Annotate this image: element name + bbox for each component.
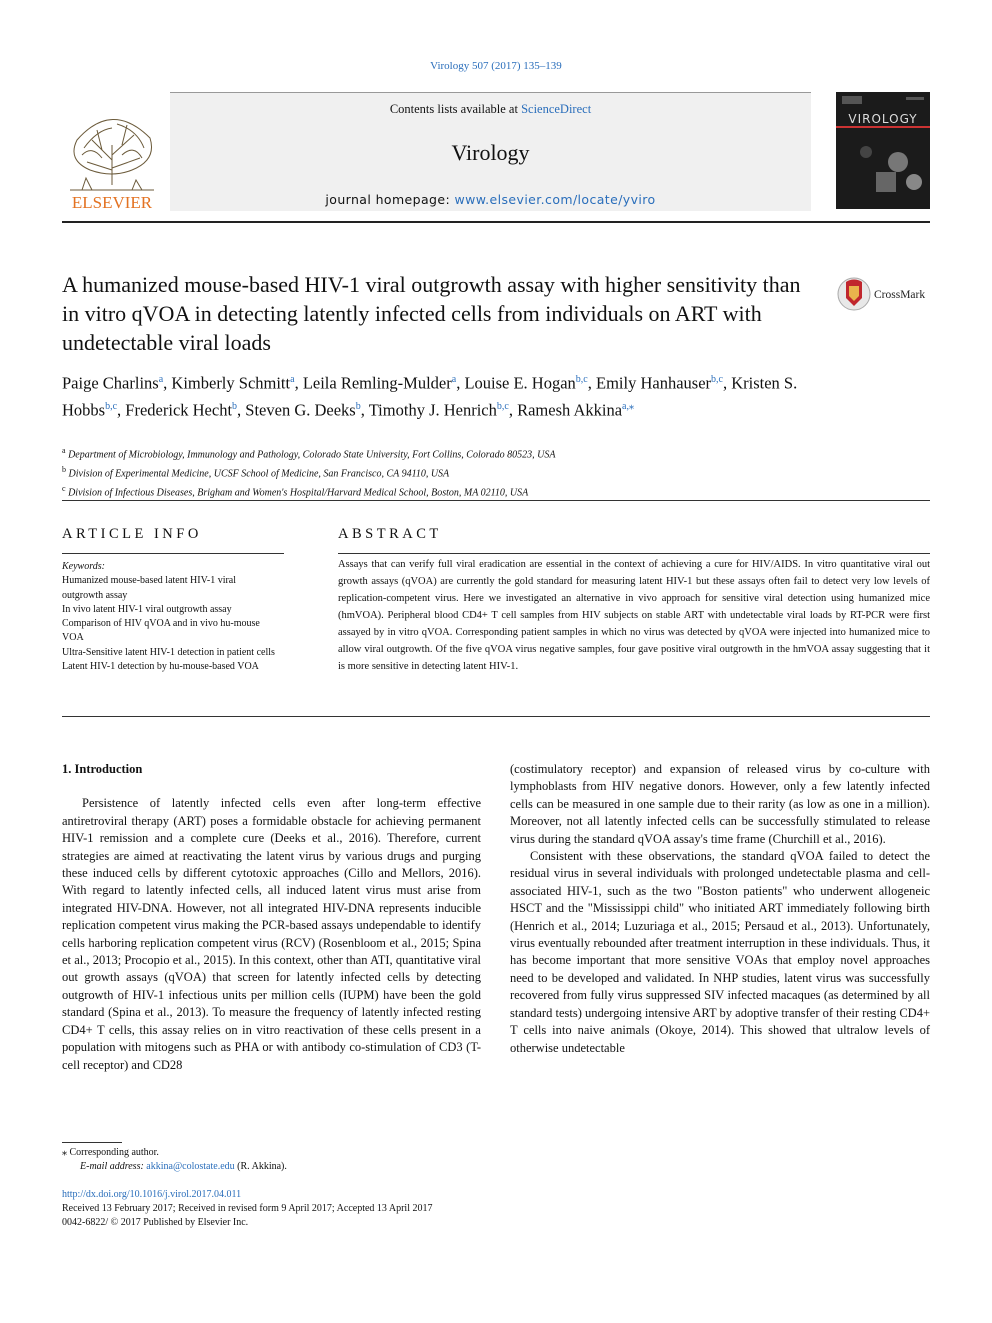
divider xyxy=(62,553,284,554)
author-affiliation-marker[interactable]: b xyxy=(355,400,361,412)
author-name: Steven G. Deeks xyxy=(245,400,356,419)
author-affiliation-marker[interactable]: b,c xyxy=(496,400,509,412)
elsevier-logo xyxy=(62,100,162,212)
corresponding-note: ⁎ Corresponding author. xyxy=(62,1147,159,1158)
author-affiliation-marker[interactable]: a xyxy=(290,374,295,385)
journal-cover-thumbnail[interactable] xyxy=(836,92,930,209)
author-affiliation-marker[interactable]: b,c xyxy=(711,374,723,385)
paragraph: Consistent with these observations, the standard qVOA failed to detect the residual virus in several individuals with prolonged undetectable plasma and cell-associated HIV-1, such as the two "Boston patients" who underwent allogeneic HSCT and the "Mississippi child" who initiated ART immediately following birth (Henrich et al., 2014; Luzuriaga et al., 2015; Persaud et al., 2013). Unfortunately, virus eventually rebounded after treatment interruption in these individuals. Thus, it has become important that more sensitive VOAs that employ novel approaches need to be developed and validated. In NHP studies, latent virus was successfully recovered from fully virus suppressed SIV infected macaques (as determined by all standard tests) undergoing intensive ART by adoptive transfer of their resting CD4+ T cells into naive animals (Okoye, 2014). This showed that ultralow levels of otherwise undetectable xyxy=(510,849,930,1055)
affiliation-item: $^b$ Division of Experimental Medicine, UCSF School of Medicine, San Francisco, CA 94110, USA xyxy=(62,464,450,480)
sciencedirect-link[interactable]: ScienceDirect xyxy=(521,102,592,116)
crossmark-badge[interactable] xyxy=(836,276,936,312)
keyword-item: Latent HIV-1 detection by hu-mouse-based VOA xyxy=(62,661,259,673)
paragraph: Persistence of latently infected cells even after long-term effective antiretroviral therapy (ART) poses a formidable obstacle for achieving permanent HIV-1 remission and a complete cure (Deeks et al., 2016). Therefore, current strategies are aimed at reactivating the latent virus by various drugs and purging these induced cells by different cytotoxic approaches (Cillo and Mellors, 2016). With regard to latently infected cells, all induced latent virus must arise from integrated HIV-DNA. However, not all integrated HIV-DNA represents inducible replication competent virus making the PCR-based assays undependable to identify cells harboring replication competent virus (RCV) (Rosenbloom et al., 2015; Spina et al., 2013; Procopio et al., 2015). In this context, other than ATI, quantitative viral out growth assays (qVOA) that screen for latently infected cells by detecting outgrowth of HIV-1 infectious units per million cells (IUPM) have been the gold standard (Spina et al., 2013). To measure the frequency of latently infected resting CD4+ T cells, this assay relies on in vitro reactivation of these cells present in a population with mitogens such as PHA or with antibody co-stimulation of CD3 (T-cell receptor) and CD28 xyxy=(62,796,481,1072)
abstract-heading: ABSTRACT xyxy=(338,526,442,542)
paragraph: (costimulatory receptor) and expansion of released virus by co-culture with lymphoblasts from HIV negative donors. However, only a few latently infected cells can be measured in one sample due to their rarity (as low as one in a million). Moreover, not all latently infected cells can be successfully stimulated to release virus during the standard qVOA assay's time frame (Churchill et al., 2016). xyxy=(510,762,930,846)
keywords-label: Keywords: xyxy=(62,561,105,572)
footnote-rule xyxy=(62,1142,122,1143)
contents-prefix: Contents lists available at xyxy=(389,102,522,116)
author-affiliation-marker[interactable]: a xyxy=(158,374,164,385)
affiliation-key: c xyxy=(62,483,66,493)
footnotes xyxy=(62,1146,562,1174)
homepage-prefix: journal homepage: xyxy=(325,192,455,207)
keyword-item: Humanized mouse-based latent HIV-1 viral outgrowth assay xyxy=(62,575,237,601)
section-title: 1. Introduction xyxy=(62,762,143,776)
author-name: Frederick Hecht xyxy=(125,400,233,419)
journal-homepage xyxy=(170,192,811,207)
affiliation-key: b xyxy=(62,464,66,474)
author-list: Paige Charlins$^a$, Kimberly Schmitt$^a$, Leila Remling-Mulder$^a$, Louise E. Hogan$^{b,c}$, Emily Hanhauser$^{b,c}$, Kristen S. Hobbs$^{b,c}$, Frederick Hecht$^b$, Steven G. Deeks$^b$, Timothy J. Henrich$^{b,c}$, Ramesh Akkina$^{a,⁎}$ xyxy=(62,373,798,419)
keyword-item: Comparison of HIV qVOA and in vivo hu-mouse VOA xyxy=(62,618,260,644)
email-suffix: (R. Akkina). xyxy=(234,1161,287,1172)
email-note xyxy=(62,1160,562,1174)
article-title: A humanized mouse-based HIV-1 viral outgrowth assay with higher sensitivity than in vitro qVOA in detecting latently infected cells from individuals on ART with undetectable viral loads xyxy=(62,272,801,355)
author-affiliation-marker[interactable]: a,⁎ xyxy=(622,400,634,412)
article-footer xyxy=(62,1188,662,1230)
abstract-text: Assays that can verify full viral eradication are essential in the context of achieving a cure for HIV/AIDS. In vitro quantitative viral out growth assays (qVOA) are currently the gold standard for measuring latent HIV-1 but these assays often fail to detect very low levels of replication-competent virus. Here we investigated an alternative in vivo approach for sensitive viral detection using humanized mice (hmVOA). Peripheral blood CD4+ T cell samples from HIV subjects on stable ART with undetectable viral loads by RT-PCR were first assayed by in vitro qVOA. Corresponding patient samples in which no virus was detected by qVOA were injected into humanized mice to allow viral outgrowth. Of the five qVOA virus negative samples, four gave positive viral outgrowth in the hmVOA assay suggesting that it is more sensitive in detecting latent HIV-1. xyxy=(338,559,930,672)
author-affiliation-marker[interactable]: b,c xyxy=(105,400,118,412)
author-affiliation-marker[interactable]: b xyxy=(232,400,238,412)
homepage-link[interactable]: www.elsevier.com/locate/yviro xyxy=(454,192,656,207)
email-link[interactable]: akkina@colostate.edu xyxy=(146,1161,235,1172)
affiliations xyxy=(62,444,802,500)
body-column-right xyxy=(510,761,930,1057)
author-name: Timothy J. Henrich xyxy=(368,400,497,419)
divider xyxy=(338,553,930,554)
journal-citation[interactable]: Virology 507 (2017) 135–139 xyxy=(430,60,562,72)
author-name: Kimberly Schmitt xyxy=(171,373,291,393)
divider xyxy=(62,716,930,717)
affiliation-item: $^a$ Department of Microbiology, Immunology and Pathology, Colorado State University, Fort Collins, Colorado 80523, USA xyxy=(62,446,556,461)
keyword-list xyxy=(62,574,277,674)
author-name: Leila Remling-Mulder xyxy=(302,373,452,393)
author-name: Louise E. Hogan xyxy=(464,373,576,393)
email-label: E-mail address: xyxy=(80,1161,147,1172)
header-rule-bottom xyxy=(62,221,930,223)
author-name: Paige Charlins xyxy=(62,373,159,393)
author-affiliation-marker[interactable]: b,c xyxy=(575,374,588,385)
doi-link[interactable]: http://dx.doi.org/10.1016/j.virol.2017.04.011 xyxy=(62,1189,242,1200)
author-affiliation-marker[interactable]: a xyxy=(451,374,457,385)
divider xyxy=(62,500,930,501)
contents-line xyxy=(170,102,811,117)
author-name: Kristen S. Hobbs xyxy=(62,373,798,419)
journal-name: Virology xyxy=(451,140,530,165)
article-info-heading: ARTICLE INFO xyxy=(62,526,202,542)
keywords-block xyxy=(62,560,277,674)
affiliation-key: a xyxy=(62,446,66,455)
svg-text:CrossMark: CrossMark xyxy=(874,289,926,301)
svg-text:ELSEVIER: ELSEVIER xyxy=(71,193,153,212)
author-name: Ramesh Akkina xyxy=(517,400,623,419)
author-name: Emily Hanhauser xyxy=(596,373,712,393)
cover-title: VIROLOGY xyxy=(848,112,918,126)
keyword-item: In vivo latent HIV-1 viral outgrowth assay xyxy=(62,603,232,615)
affiliation-item: $^c$ Division of Infectious Diseases, Brigham and Women's Hospital/Harvard Medical School, Boston, MA 02110, USA xyxy=(62,483,529,498)
keyword-item: Ultra-Sensitive latent HIV-1 detection in patient cells xyxy=(62,646,275,658)
copyright: 0042-6822/ © 2017 Published by Elsevier Inc. xyxy=(62,1217,249,1228)
received-dates: Received 13 February 2017; Received in revised form 9 April 2017; Accepted 13 April 2017 xyxy=(62,1203,433,1214)
body-column-left xyxy=(62,761,481,1074)
